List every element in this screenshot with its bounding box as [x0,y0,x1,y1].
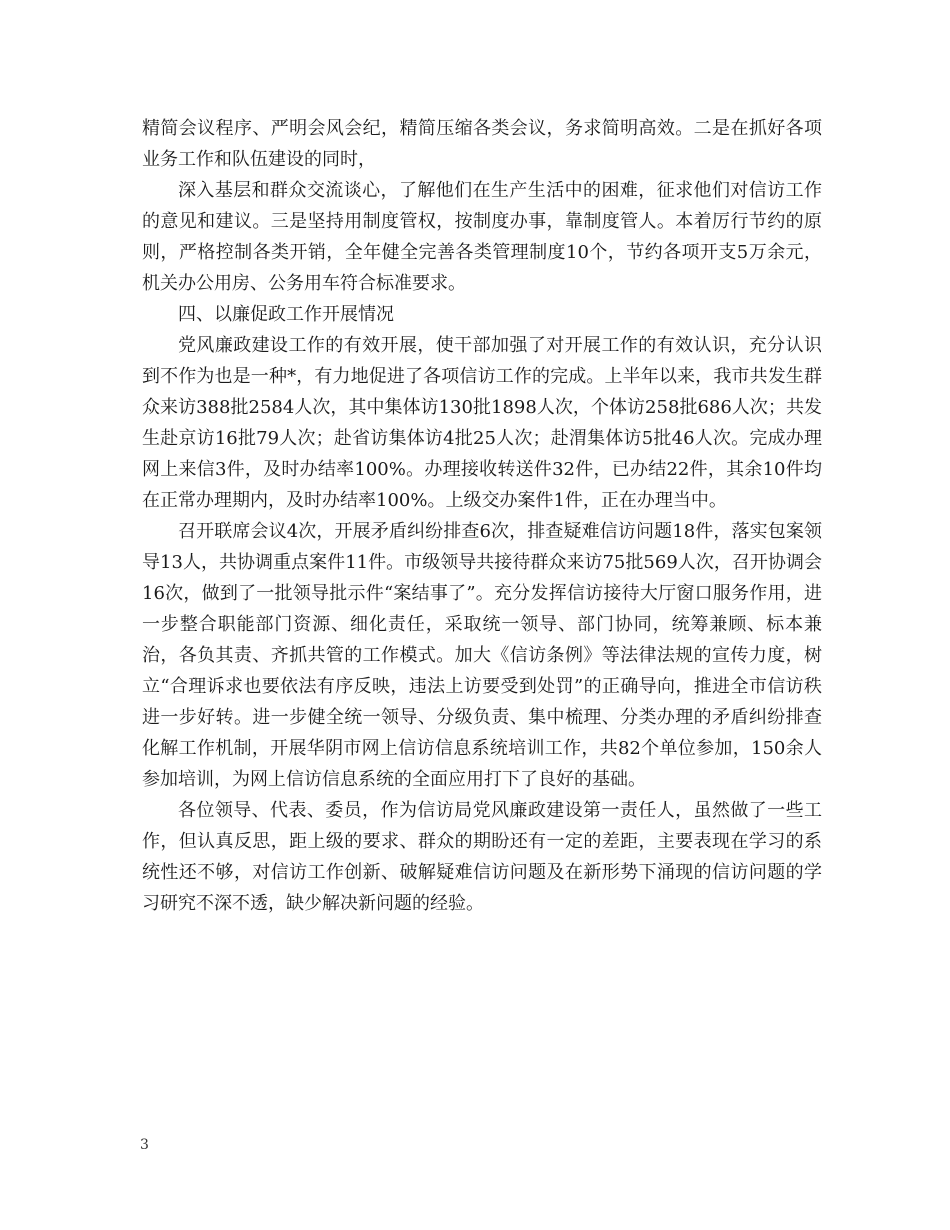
paragraph-1: 精简会议程序、严明会风会纪，精简压缩各类会议，务求简明高效。二是在抓好各项业务工作和队伍建设的同时， [142,118,822,170]
section-heading: 四、以廉促政工作开展情况 [178,304,394,325]
paragraph-4: 召开联席会议4次，开展矛盾纠纷排查6次，排查疑难信访问题18件，落实包案领导13人，共协调重点案件11件。市级领导共接待群众来访75批569人次，召开协调会16次，做到了一批领导批示件“案结事了”。充分发挥信访接待大厅窗口服务作用，进一步整合职能部门资源、细化责任，采取统一领导、部门协同，统筹兼顾、标本兼治，各负其责、齐抓共管的工作模式。加大《信访条例》等法律法规的宣传力度，树立“合理诉求也要依法有序反映，违法上访要受到处罚”的正确导向，推进全市信访秩进一步好转。进一步健全统一领导、分级负责、集中梳理、分类办理的矛盾纠纷排查化解工作机制，开展华阴市网上信访信息系统培训工作，共82个单位参加，150余人参加培训，为网上信访信息系统的全面应用打下了良好的基础。 [142,521,822,790]
document-body [142,113,822,919]
paragraph-3: 党风廉政建设工作的有效开展，使干部加强了对开展工作的有效认识，充分认识到不作为也是一种*，有力地促进了各项信访工作的完成。上半年以来，我市共发生群众来访388批2584人次，其中集体访130批1898人次，个体访258批686人次；共发生赴京访16批79人次；赴省访集体访4批25人次；赴渭集体访5批46人次。完成办理网上来信3件，及时办结率100%。办理接收转送件32件，已办结22件，其余10件均在正常办理期内，及时办结率100%。上级交办案件1件，正在办理当中。 [142,335,822,511]
page-number: 3 [140,1137,149,1153]
paragraph-5: 各位领导、代表、委员，作为信访局党风廉政建设第一责任人，虽然做了一些工作，但认真反思，距上级的要求、群众的期盼还有一定的差距，主要表现在学习的系统性还不够，对信访工作创新、破解疑难信访问题及在新形势下涌现的信访问题的学习研究不深不透，缺少解决新问题的经验。 [142,800,822,914]
paragraph-2: 深入基层和群众交流谈心，了解他们在生产生活中的困难，征求他们对信访工作的意见和建议。三是坚持用制度管权，按制度办事，靠制度管人。本着厉行节约的原则，严格控制各类开销，全年健全完善各类管理制度10个，节约各项开支5万余元，机关办公用房、公务用车符合标准要求。 [142,180,822,294]
